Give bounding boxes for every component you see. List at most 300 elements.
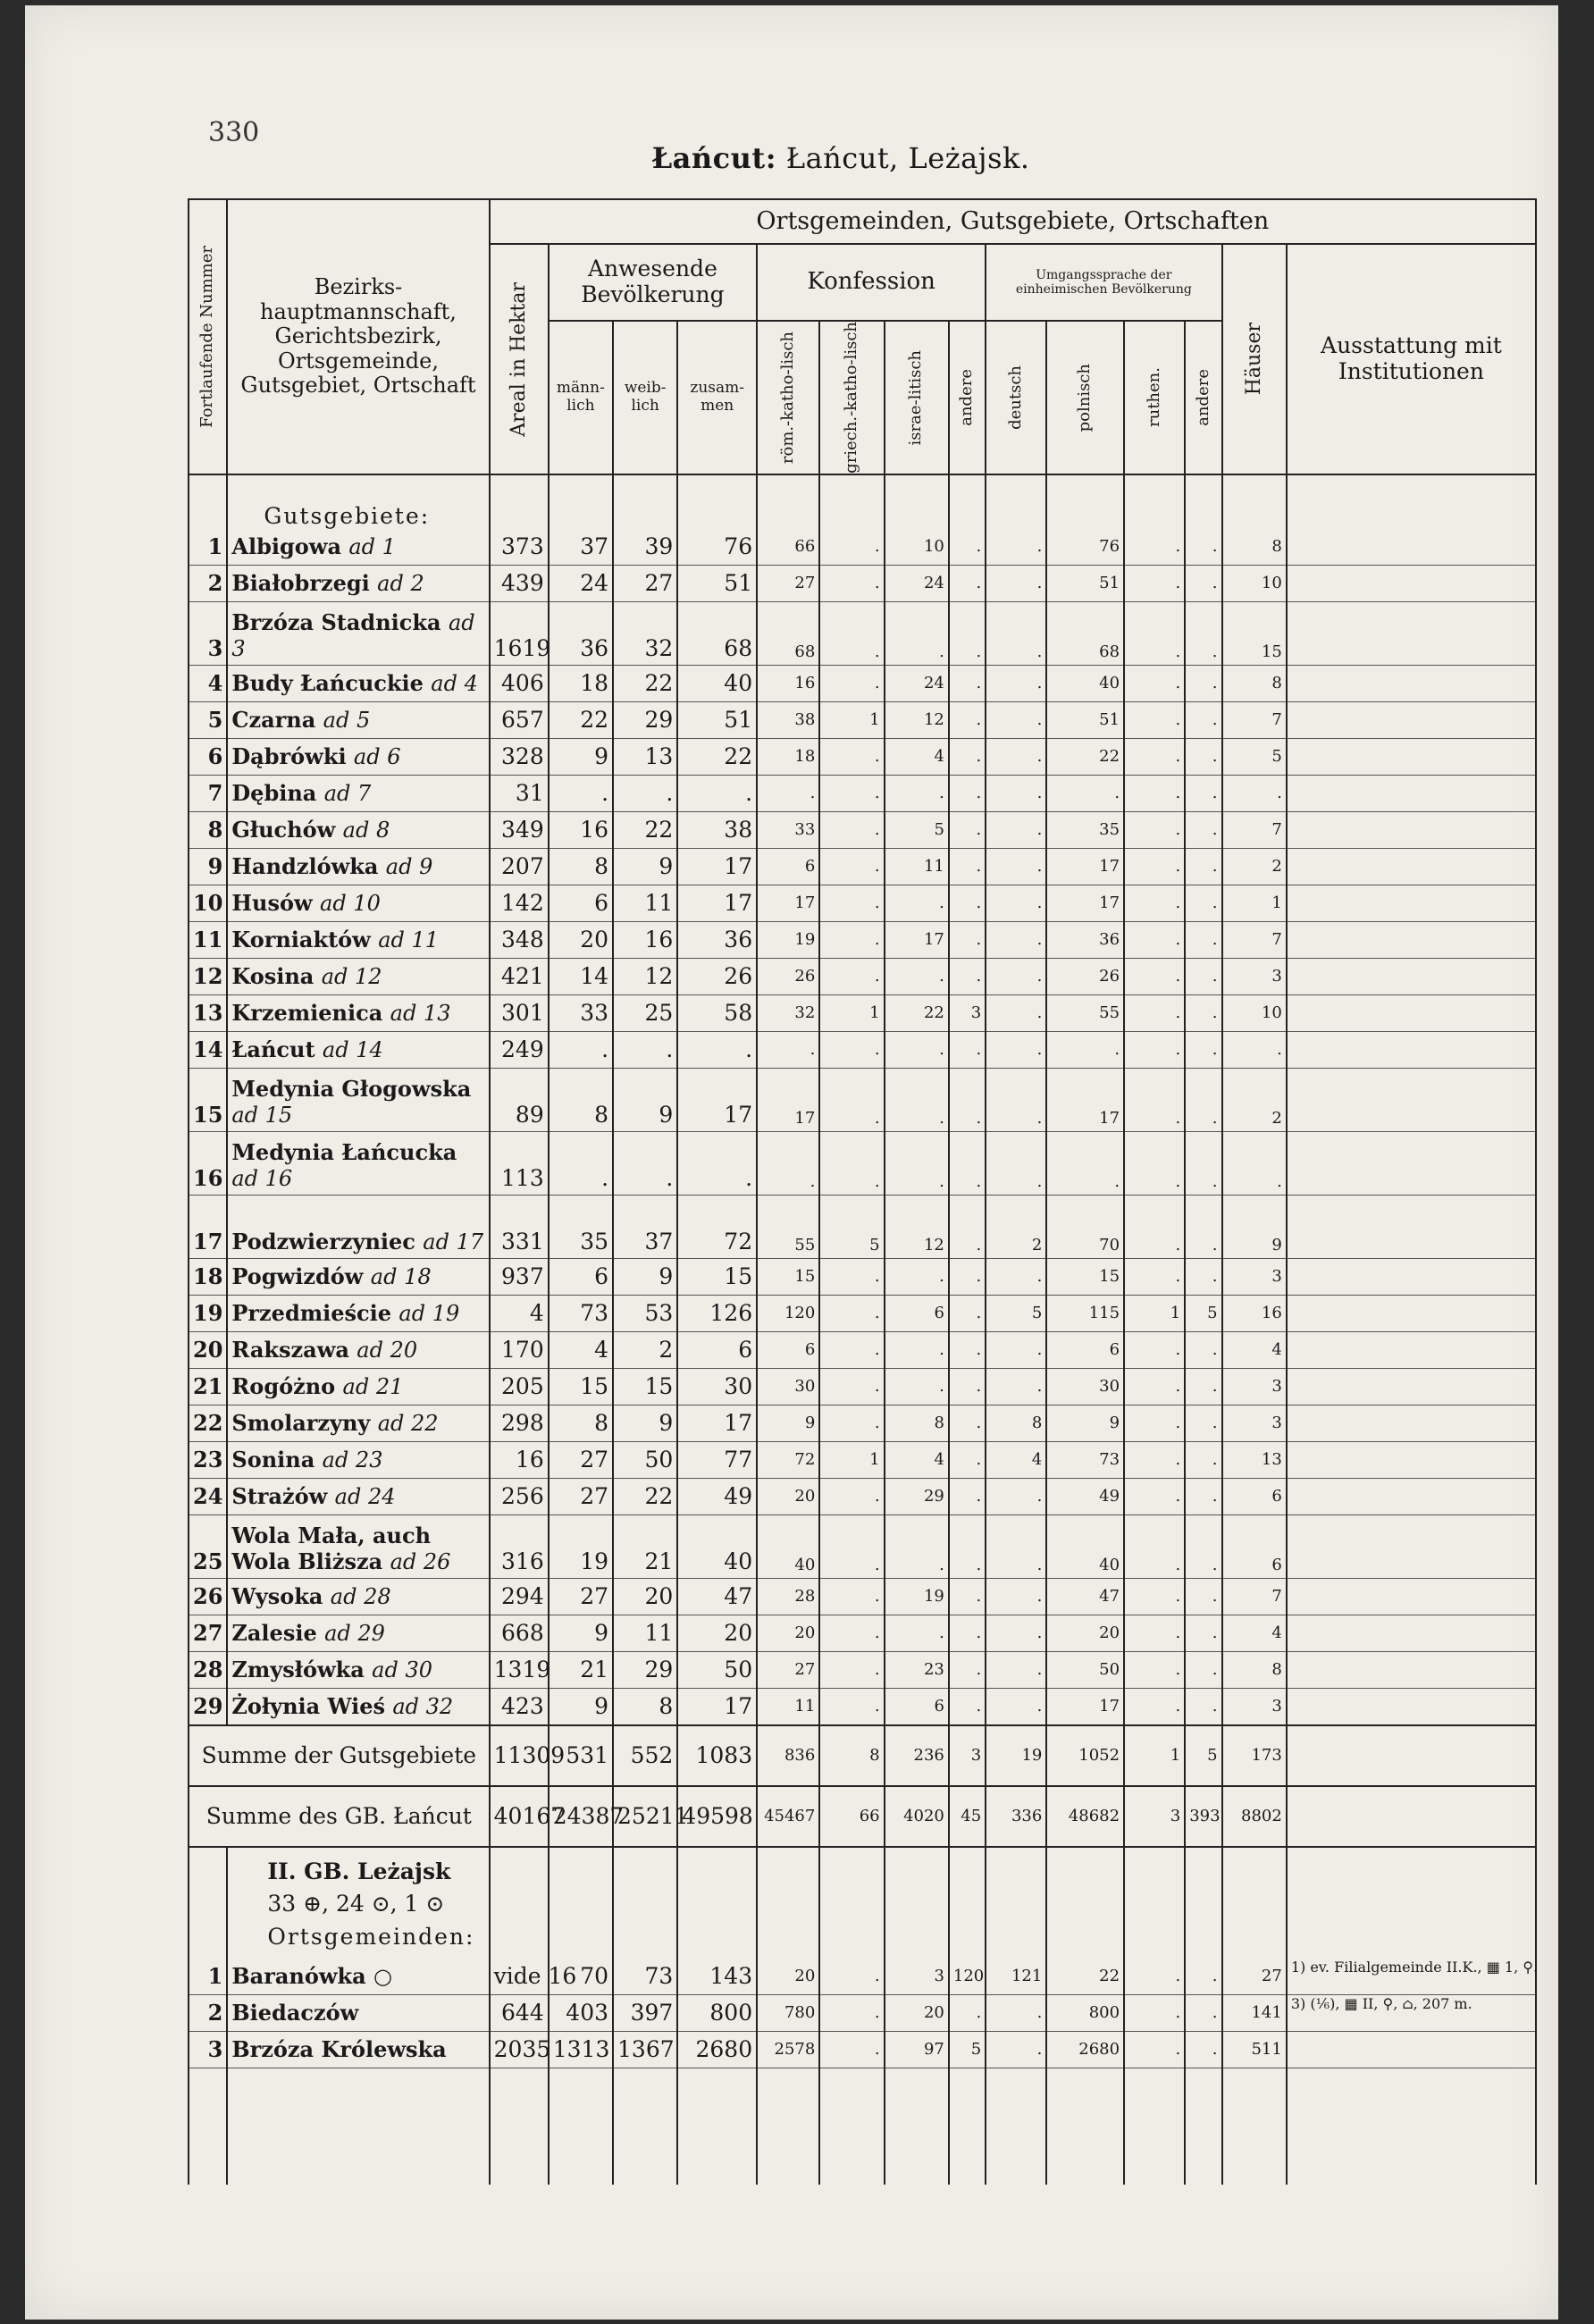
- place-name-cell: [227, 1615, 489, 1651]
- col-deutsch: deutsch: [986, 321, 1046, 474]
- cell-ausstattung: [1287, 1651, 1536, 1688]
- cell-w: 8: [613, 1688, 677, 1725]
- place-name: Brzóza Królewska: [231, 2036, 447, 2063]
- place-name-cell: [227, 1368, 489, 1405]
- running-title: [25, 141, 1558, 175]
- cell-w: 22: [613, 665, 677, 701]
- sum-areal: 40167: [490, 1786, 549, 1847]
- row-index: 8: [189, 811, 227, 848]
- cell-h: 3: [1222, 1258, 1287, 1295]
- cell-areal: 298: [490, 1405, 549, 1441]
- table-row: [189, 1994, 1536, 2031]
- cell-areal: 331: [490, 1195, 549, 1258]
- table-row: [189, 565, 1536, 601]
- sum-and2: 393: [1185, 1786, 1221, 1847]
- cell-m: 33: [549, 994, 613, 1031]
- place-name: Sonina: [231, 1447, 315, 1473]
- cell-z: 2680: [677, 2031, 757, 2068]
- cell-gk: .: [819, 885, 884, 921]
- cell-de: .: [986, 885, 1046, 921]
- cell-de: 121: [986, 1959, 1046, 1995]
- table-row: [189, 1615, 1536, 1651]
- sum-m: 531: [549, 1725, 613, 1786]
- cell-m: 27: [549, 1578, 613, 1615]
- cell-z: 68: [677, 601, 757, 665]
- cell-rk: 27: [757, 565, 819, 601]
- place-name-cell: [227, 1405, 489, 1441]
- cell-rk: 32: [757, 994, 819, 1031]
- row-index: 16: [189, 1131, 227, 1195]
- cell-and2: .: [1185, 1405, 1221, 1441]
- cell-m: 18: [549, 665, 613, 701]
- cell-de: .: [986, 1688, 1046, 1725]
- cell-rk: 20: [757, 1959, 819, 1995]
- cell-z: 51: [677, 701, 757, 738]
- cell-pl: 26: [1046, 958, 1124, 994]
- cell-w: 32: [613, 601, 677, 665]
- cell-areal: 16: [490, 1441, 549, 1478]
- cell-h: .: [1222, 775, 1287, 811]
- cell-m: 8: [549, 848, 613, 885]
- cell-isr: 24: [885, 665, 949, 701]
- cell-de: .: [986, 1514, 1046, 1578]
- cell-isr: .: [885, 1068, 949, 1131]
- summary-label: Summe der Gutsgebiete: [189, 1725, 490, 1786]
- row-index: 4: [189, 665, 227, 701]
- cell-rk: 19: [757, 921, 819, 958]
- cell-pl: 40: [1046, 665, 1124, 701]
- group-bevoelkerung: Anwesende Bevölkerung: [549, 244, 757, 321]
- cell-m: 1313: [549, 2031, 613, 2068]
- cell-and2: .: [1185, 1615, 1221, 1651]
- cell-z: .: [677, 1031, 757, 1068]
- place-name-cell: [227, 1195, 489, 1258]
- cell-h: 8: [1222, 1651, 1287, 1688]
- gb-empty: [757, 1847, 819, 1959]
- cell-gk: .: [819, 1994, 884, 2031]
- cell-pl: 73: [1046, 1441, 1124, 1478]
- place-name: Wola Mała, auch Wola Bliższa: [231, 1522, 432, 1574]
- gb-heading-row: [189, 1847, 1536, 1959]
- cell-m: 35: [549, 1195, 613, 1258]
- row-index: 21: [189, 1368, 227, 1405]
- cell-isr: 8: [885, 1405, 949, 1441]
- cell-m: .: [549, 775, 613, 811]
- cell-de: 4: [986, 1441, 1046, 1478]
- cell-pl: 15: [1046, 1258, 1124, 1295]
- cell-de: .: [986, 994, 1046, 1031]
- place-name: Medynia Głogowska: [231, 1075, 472, 1102]
- place-ad-ref: ad 6: [353, 744, 401, 770]
- cell-areal: 170: [490, 1331, 549, 1368]
- cell-areal: 142: [490, 885, 549, 921]
- place-name: Zmysłówka: [231, 1657, 365, 1683]
- cell-rk: 2578: [757, 2031, 819, 2068]
- cell-and2: .: [1185, 1514, 1221, 1578]
- cell-gk: .: [819, 2031, 884, 2068]
- cell-gk: .: [819, 1688, 884, 1725]
- cell-h: 3: [1222, 1405, 1287, 1441]
- place-name-cell: [227, 1031, 489, 1068]
- cell-h: 7: [1222, 811, 1287, 848]
- cell-de: .: [986, 1331, 1046, 1368]
- cell-isr: 17: [885, 921, 949, 958]
- place-ad-ref: ad 24: [334, 1484, 396, 1510]
- cell-de: 5: [986, 1295, 1046, 1331]
- cell-areal: 1319: [490, 1651, 549, 1688]
- cell-and2: .: [1185, 1331, 1221, 1368]
- cell-h: 7: [1222, 921, 1287, 958]
- cell-m: 6: [549, 1258, 613, 1295]
- filler-cell: [986, 2068, 1046, 2185]
- cell-isr: 4: [885, 1441, 949, 1478]
- place-name: Korniaktów: [231, 927, 371, 953]
- filler-cell: [1046, 2068, 1124, 2185]
- place-name-cell: [227, 1688, 489, 1725]
- header-band: Ortsgemeinden, Gutsgebiete, Ortschaften: [490, 199, 1536, 244]
- sum-ausstattung: [1287, 1725, 1536, 1786]
- cell-and1: .: [949, 1441, 986, 1478]
- cell-m: 14: [549, 958, 613, 994]
- cell-ru: .: [1124, 1131, 1185, 1195]
- col-name: Bezirks-hauptmannschaft, Gerichtsbezirk, Ortsgemeinde, Gutsgebiet, Ortschaft: [227, 199, 489, 474]
- cell-h: 511: [1222, 2031, 1287, 2068]
- cell-areal: vide 16: [490, 1959, 549, 1995]
- cell-pl: 17: [1046, 1688, 1124, 1725]
- cell-rk: 16: [757, 665, 819, 701]
- table-row: [189, 1331, 1536, 1368]
- gb-subsection: Ortsgemeinden:: [267, 1923, 475, 1950]
- cell-ru: .: [1124, 665, 1185, 701]
- cell-and2: .: [1185, 1578, 1221, 1615]
- cell-gk: .: [819, 1368, 884, 1405]
- table-row: [189, 1068, 1536, 1131]
- cell-w: 12: [613, 958, 677, 994]
- cell-h: 141: [1222, 1994, 1287, 2031]
- col-ausstattung: Ausstattung mit Institutionen: [1287, 244, 1536, 474]
- cell-ru: .: [1124, 994, 1185, 1031]
- group-konfession: Konfession: [757, 244, 986, 321]
- cell-w: .: [613, 1131, 677, 1195]
- gb-empty: [949, 1847, 986, 1959]
- cell-de: .: [986, 665, 1046, 701]
- cell-gk: .: [819, 1331, 884, 1368]
- sum-rk: 45467: [757, 1786, 819, 1847]
- cell-rk: 20: [757, 1615, 819, 1651]
- cell-isr: 29: [885, 1478, 949, 1514]
- cell-rk: 55: [757, 1195, 819, 1258]
- cell-m: 20: [549, 921, 613, 958]
- cell-m: 27: [549, 1478, 613, 1514]
- cell-areal: 31: [490, 775, 549, 811]
- place-name-cell: [227, 601, 489, 665]
- table-row: [189, 811, 1536, 848]
- cell-de: .: [986, 2031, 1046, 2068]
- table-row: [189, 1131, 1536, 1195]
- gb-empty: [1185, 1847, 1221, 1959]
- place-ad-ref: ad 20: [357, 1338, 418, 1363]
- cell-ausstattung: [1287, 701, 1536, 738]
- place-ad-ref: ad 19: [398, 1301, 460, 1327]
- cell-h: 27: [1222, 1959, 1287, 1995]
- cell-de: .: [986, 811, 1046, 848]
- filler-cell: [949, 2068, 986, 2185]
- table-row: [189, 601, 1536, 665]
- cell-m: 27: [549, 1441, 613, 1478]
- cell-rk: 9: [757, 1405, 819, 1441]
- cell-isr: 10: [885, 529, 949, 566]
- cell-de: .: [986, 848, 1046, 885]
- cell-ausstattung: [1287, 565, 1536, 601]
- cell-ausstattung: [1287, 1368, 1536, 1405]
- cell-areal: 406: [490, 665, 549, 701]
- table-row: [189, 1258, 1536, 1295]
- cell-w: 73: [613, 1959, 677, 1995]
- cell-m: 15: [549, 1368, 613, 1405]
- cell-z: 47: [677, 1578, 757, 1615]
- cell-and2: .: [1185, 1195, 1221, 1258]
- cell-isr: .: [885, 885, 949, 921]
- place-name-cell: [227, 994, 489, 1031]
- filler-cell: [1222, 2068, 1287, 2185]
- cell-rk: 17: [757, 885, 819, 921]
- cell-gk: .: [819, 1258, 884, 1295]
- cell-ru: .: [1124, 1615, 1185, 1651]
- place-name-cell: [227, 921, 489, 958]
- col-roem-kath: röm.-katho-lisch: [757, 321, 819, 474]
- cell-z: 76: [677, 529, 757, 566]
- cell-z: 17: [677, 848, 757, 885]
- cell-gk: .: [819, 1651, 884, 1688]
- row-index: 23: [189, 1441, 227, 1478]
- cell-areal: 113: [490, 1131, 549, 1195]
- cell-ru: .: [1124, 811, 1185, 848]
- cell-w: 2: [613, 1331, 677, 1368]
- cell-ausstattung: [1287, 885, 1536, 921]
- cell-z: 36: [677, 921, 757, 958]
- sum-ausstattung: [1287, 1786, 1536, 1847]
- cell-and2: .: [1185, 1478, 1221, 1514]
- sum-ru: 3: [1124, 1786, 1185, 1847]
- row-index: 29: [189, 1688, 227, 1725]
- sum-de: 19: [986, 1725, 1046, 1786]
- cell-z: .: [677, 1131, 757, 1195]
- place-ad-ref: ad 2: [377, 571, 424, 597]
- cell-gk: .: [819, 1478, 884, 1514]
- row-index: 28: [189, 1651, 227, 1688]
- cell-isr: 6: [885, 1688, 949, 1725]
- cell-m: 36: [549, 601, 613, 665]
- col-maennlich: männ-lich: [549, 321, 613, 474]
- place-ad-ref: ad 18: [370, 1264, 432, 1290]
- gb-empty: [490, 1847, 549, 1959]
- row-index: 11: [189, 921, 227, 958]
- cell-z: 20: [677, 1615, 757, 1651]
- cell-pl: 47: [1046, 1578, 1124, 1615]
- row-index: 26: [189, 1578, 227, 1615]
- cell-ru: .: [1124, 2031, 1185, 2068]
- cell-and2: .: [1185, 1368, 1221, 1405]
- cell-isr: 19: [885, 1578, 949, 1615]
- table-row: [189, 738, 1536, 775]
- cell-gk: .: [819, 848, 884, 885]
- row-index: 2: [189, 1994, 227, 2031]
- place-name-cell: [227, 775, 489, 811]
- filler-cell: [757, 2068, 819, 2185]
- cell-z: 30: [677, 1368, 757, 1405]
- cell-z: 22: [677, 738, 757, 775]
- cell-w: 27: [613, 565, 677, 601]
- cell-gk: 1: [819, 701, 884, 738]
- cell-and2: .: [1185, 665, 1221, 701]
- filler-cell: [1185, 2068, 1221, 2185]
- cell-areal: 4: [490, 1295, 549, 1331]
- cell-m: 70: [549, 1959, 613, 1995]
- cell-w: 50: [613, 1441, 677, 1478]
- cell-w: 11: [613, 885, 677, 921]
- cell-pl: 17: [1046, 1068, 1124, 1131]
- cell-and1: .: [949, 1994, 986, 2031]
- cell-isr: 6: [885, 1295, 949, 1331]
- cell-de: .: [986, 1258, 1046, 1295]
- col-lfd: Fortlaufende Nummer: [189, 199, 227, 474]
- cell-areal: 349: [490, 811, 549, 848]
- gb-empty: [613, 1847, 677, 1959]
- cell-pl: 40: [1046, 1514, 1124, 1578]
- cell-ausstattung: [1287, 994, 1536, 1031]
- cell-de: .: [986, 738, 1046, 775]
- cell-pl: 2680: [1046, 2031, 1124, 2068]
- cell-z: 17: [677, 885, 757, 921]
- place-name-cell: [227, 1959, 489, 1995]
- cell-w: 9: [613, 848, 677, 885]
- place-name: Przedmieście: [231, 1300, 392, 1327]
- place-name-cell: [227, 958, 489, 994]
- cell-ausstattung: [1287, 1131, 1536, 1195]
- cell-and2: 5: [1185, 1295, 1221, 1331]
- cell-pl: 6: [1046, 1331, 1124, 1368]
- cell-and1: .: [949, 565, 986, 601]
- cell-z: 143: [677, 1959, 757, 1995]
- col-haeuser: Häuser: [1222, 244, 1287, 474]
- col-andere-konf: andere: [949, 321, 986, 474]
- filler-cell: [189, 2068, 227, 2185]
- table-row: [189, 665, 1536, 701]
- summary-label: Summe des GB. Łańcut: [189, 1786, 490, 1847]
- cell-ru: .: [1124, 1478, 1185, 1514]
- cell-z: 6: [677, 1331, 757, 1368]
- cell-gk: .: [819, 1131, 884, 1195]
- place-name: Pogwizdów: [231, 1263, 364, 1290]
- cell-and1: 120: [949, 1959, 986, 1995]
- cell-areal: 668: [490, 1615, 549, 1651]
- summary-row: [189, 1725, 1536, 1786]
- cell-gk: .: [819, 958, 884, 994]
- cell-ausstattung: [1287, 2031, 1536, 2068]
- cell-rk: 6: [757, 848, 819, 885]
- cell-h: 16: [1222, 1295, 1287, 1331]
- cell-z: 50: [677, 1651, 757, 1688]
- cell-gk: .: [819, 1578, 884, 1615]
- place-name-cell: [227, 2031, 489, 2068]
- sum-pl: 48682: [1046, 1786, 1124, 1847]
- place-name-cell: [227, 1131, 489, 1195]
- cell-gk: .: [819, 601, 884, 665]
- cell-pl: .: [1046, 775, 1124, 811]
- place-name: Czarna: [231, 707, 316, 734]
- place-name: Brzóza Stadnicka: [231, 608, 441, 635]
- cell-ru: .: [1124, 1441, 1185, 1478]
- place-name: Łańcut: [231, 1036, 315, 1063]
- cell-and2: .: [1185, 994, 1221, 1031]
- table-row: [189, 994, 1536, 1031]
- place-ad-ref: ad 23: [322, 1447, 383, 1473]
- cell-and1: .: [949, 1031, 986, 1068]
- cell-rk: .: [757, 775, 819, 811]
- table-row: [189, 958, 1536, 994]
- cell-ru: .: [1124, 1405, 1185, 1441]
- cell-h: 8: [1222, 665, 1287, 701]
- place-name: Baranówka ○: [231, 1963, 392, 1990]
- cell-isr: 3: [885, 1959, 949, 1995]
- place-name: Biedaczów: [231, 2000, 359, 2026]
- cell-w: 53: [613, 1295, 677, 1331]
- cell-ru: .: [1124, 1959, 1185, 1995]
- cell-and2: .: [1185, 701, 1221, 738]
- cell-and2: .: [1185, 958, 1221, 994]
- sum-m: 24387: [549, 1786, 613, 1847]
- cell-and2: .: [1185, 1068, 1221, 1131]
- place-name: Albigowa: [231, 533, 341, 560]
- cell-w: 397: [613, 1994, 677, 2031]
- cell-ru: .: [1124, 1031, 1185, 1068]
- cell-w: .: [613, 775, 677, 811]
- cell-pl: 35: [1046, 811, 1124, 848]
- cell-gk: .: [819, 775, 884, 811]
- cell-ru: .: [1124, 1514, 1185, 1578]
- cell-ausstattung: [1287, 958, 1536, 994]
- sum-w: 25211: [613, 1786, 677, 1847]
- sum-gk: 8: [819, 1725, 884, 1786]
- cell-pl: 800: [1046, 1994, 1124, 2031]
- section-gutsgebiete-row: [189, 474, 1536, 529]
- cell-and1: .: [949, 701, 986, 738]
- table-row: [189, 1688, 1536, 1725]
- cell-de: .: [986, 775, 1046, 811]
- cell-h: 10: [1222, 994, 1287, 1031]
- col-ruthenisch: ruthen.: [1124, 321, 1185, 474]
- place-ad-ref: ad 8: [342, 818, 390, 843]
- row-index: 5: [189, 701, 227, 738]
- cell-h: 3: [1222, 958, 1287, 994]
- place-name: Kosina: [231, 963, 315, 990]
- cell-w: 25: [613, 994, 677, 1031]
- cell-gk: .: [819, 738, 884, 775]
- cell-h: 3: [1222, 1688, 1287, 1725]
- cell-and1: .: [949, 1688, 986, 1725]
- cell-pl: 36: [1046, 921, 1124, 958]
- place-name-cell: [227, 1068, 489, 1131]
- cell-ausstattung: [1287, 1031, 1536, 1068]
- cell-ausstattung: [1287, 1195, 1536, 1258]
- table-body: [189, 474, 1539, 2185]
- cell-m: 22: [549, 701, 613, 738]
- cell-gk: .: [819, 1031, 884, 1068]
- gb-empty: [885, 1847, 949, 1959]
- place-ad-ref: ad 7: [323, 781, 372, 807]
- cell-ru: .: [1124, 885, 1185, 921]
- cell-w: 22: [613, 1478, 677, 1514]
